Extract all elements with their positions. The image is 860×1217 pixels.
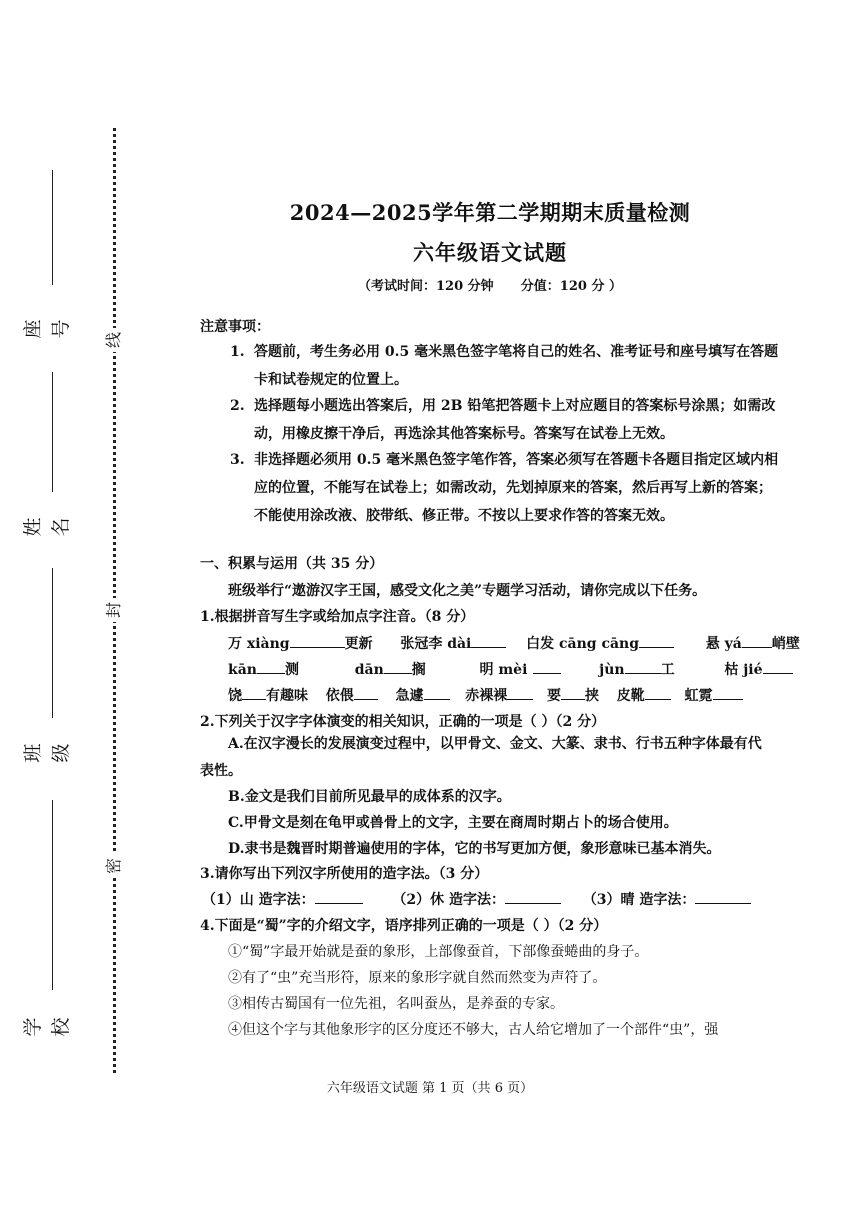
question-1-row-1 — [228, 633, 800, 653]
answer-blank[interactable] — [713, 685, 743, 700]
dotted-char-item: 饶 — [228, 688, 242, 704]
section-title: 一、积累与运用（共 35 分） — [200, 556, 384, 572]
dotted-char-item: 赤裸裸 — [465, 688, 508, 704]
seat-number-line[interactable] — [52, 170, 53, 285]
section-intro: 班级举行“遨游汉字王国，感受文化之美”专题学习活动，请你完成以下任务。 — [228, 583, 707, 599]
question-3-parts — [202, 889, 751, 909]
seat-number-label: 座号 — [22, 319, 72, 339]
word-part: 有趣味 — [266, 688, 308, 704]
answer-blank[interactable] — [625, 659, 661, 674]
exam-subtitle: 六年级语文试题 — [413, 240, 567, 265]
notice-number: 3. — [230, 452, 245, 468]
question-2-stem: 2.下列关于汉字字体演变的相关知识，正确的一项是（ ）（2 分） — [200, 714, 606, 730]
word-part: 更新 — [344, 636, 373, 652]
pinyin-item: 张冠李 dài — [400, 636, 472, 652]
dotted-char-item: 依偎 — [325, 688, 354, 704]
school-label: 学校 — [22, 1017, 72, 1037]
question-3-stem: 3.请你写出下列汉字所使用的造字法。（3 分） — [200, 866, 489, 882]
answer-blank[interactable] — [533, 659, 561, 674]
answer-blank[interactable] — [645, 685, 671, 700]
answer-blank[interactable] — [695, 889, 751, 904]
pinyin-item: 枯 jié — [724, 662, 763, 678]
exam-info: （考试时间：120 分钟 分值：120 分 ） — [357, 279, 622, 294]
question-2-option-b[interactable]: B.金文是我们目前所见最早的成体系的汉字。 — [228, 789, 511, 805]
question-4-sentence-2: ②有了“虫”充当形符，原来的象形字就自然而然变为声符了。 — [228, 970, 607, 986]
question-1-stem: 1.根据拼音写生字或给加点字注音。（8 分） — [200, 609, 475, 625]
class-label: 班级 — [22, 743, 72, 763]
notice-text: 答题前，考生务必用 0.5 毫米黑色签字笔将自己的姓名、准考证号和座号填写在答题卡和试卷规定的位置上。 — [254, 344, 779, 388]
answer-blank[interactable] — [471, 633, 506, 648]
pinyin-item: kān — [228, 662, 257, 678]
notice-number: 2. — [230, 398, 245, 414]
answer-blank[interactable] — [507, 685, 533, 700]
notice-item — [230, 446, 782, 530]
answer-blank[interactable] — [561, 685, 585, 700]
answer-blank[interactable] — [505, 889, 561, 904]
question-3-part-2: （2）休 造字法： — [392, 892, 505, 908]
answer-blank[interactable] — [384, 659, 412, 674]
notice-title: 注意事项： — [200, 319, 270, 335]
question-2-option-d[interactable]: D.隶书是魏晋时期普遍使用的字体，它的书写更加方便，象形意味已基本消失。 — [228, 841, 721, 857]
notice-text: 选择题每小题选出答案后，用 2B 铅笔把答题卡上对应题目的答案标号涂黑；如需改动，用橡皮擦干净后，再选涂其他答案标号。答案写在试卷上无效。 — [254, 398, 776, 442]
exam-title: 2024—2025学年第二学期期末质量检测 — [289, 200, 691, 225]
notice-number: 1. — [230, 344, 245, 360]
dotted-char-item: 急遽 — [395, 688, 424, 704]
word-part: 搁 — [411, 662, 426, 678]
class-line[interactable] — [52, 568, 53, 718]
question-3-part-1: （1）山 造字法： — [202, 892, 315, 908]
seal-char-line: 线 — [102, 328, 126, 352]
school-line[interactable] — [52, 800, 53, 990]
dotted-char-item: 皮靴 — [616, 688, 645, 704]
answer-blank[interactable] — [290, 633, 345, 648]
question-4-sentence-3: ③相传古蜀国有一位先祖，名叫蚕丛，是养蚕的专家。 — [228, 996, 564, 1012]
pinyin-item: 悬 yá — [705, 636, 742, 652]
question-2-option-c[interactable]: C.甲骨文是刻在龟甲或兽骨上的文字，主要在商周时期占卜的场合使用。 — [228, 815, 678, 831]
notice-item — [230, 338, 782, 394]
question-1-row-3 — [228, 685, 743, 705]
binding-margin — [0, 0, 130, 1217]
question-1-row-2 — [228, 659, 793, 679]
notice-item — [230, 392, 782, 448]
question-4-sentence-1: ①“蜀”字最开始就是蚕的象形，上部像蚕首，下部像蚕蜷曲的身子。 — [228, 944, 649, 960]
question-4-stem: 4.下面是“蜀”字的介绍文字，语序排列正确的一项是（ ）（2 分） — [200, 918, 608, 934]
pinyin-item: jùn — [599, 662, 625, 678]
pinyin-item: 明 mèi — [479, 662, 528, 678]
word-part: 测 — [284, 662, 299, 678]
dotted-char-item: 虹霓 — [684, 688, 713, 704]
word-part: 峭壁 — [771, 636, 800, 652]
pinyin-item: dān — [354, 662, 384, 678]
page-footer: 六年级语文试题 第 1 页（共 6 页） — [326, 1081, 534, 1096]
word-part: 工 — [660, 662, 675, 678]
answer-blank[interactable] — [257, 659, 285, 674]
question-4-sentence-4: ④但这个字与其他象形字的区分度还不够大，古人给它增加了一个部件“虫”，强 — [228, 1022, 719, 1038]
name-label: 姓名 — [22, 517, 72, 537]
answer-blank[interactable] — [742, 633, 772, 648]
question-3-part-3: （3）晴 造字法： — [582, 892, 696, 908]
word-part: 挟 — [585, 688, 599, 704]
dotted-char-item: 要 — [547, 688, 561, 704]
answer-blank[interactable] — [639, 633, 674, 648]
answer-blank[interactable] — [354, 685, 378, 700]
answer-blank[interactable] — [424, 685, 450, 700]
answer-blank[interactable] — [763, 659, 793, 674]
pinyin-item: 万 xiàng — [228, 636, 290, 652]
pinyin-item: 白发 cāng cāng — [526, 636, 640, 652]
seal-char-secret: 密 — [102, 854, 126, 878]
question-2-option-a[interactable]: A.在汉字漫长的发展演变过程中，以甲骨文、金文、大篆、隶书、行书五种字体最有代表性。 — [200, 736, 762, 779]
seal-char-seal: 封 — [102, 598, 126, 622]
answer-blank[interactable] — [315, 889, 363, 904]
notice-text: 非选择题必须用 0.5 毫米黑色签字笔作答，答案必须写在答题卡各题目指定区域内相应的位置，不能写在试卷上；如需改动，先划掉原来的答案，然后再写上新的答案；不能使用涂改液、胶带纸、修正带。不按以上要求作答的答案无效。 — [254, 452, 779, 524]
answer-blank[interactable] — [242, 685, 266, 700]
name-line[interactable] — [52, 372, 53, 492]
